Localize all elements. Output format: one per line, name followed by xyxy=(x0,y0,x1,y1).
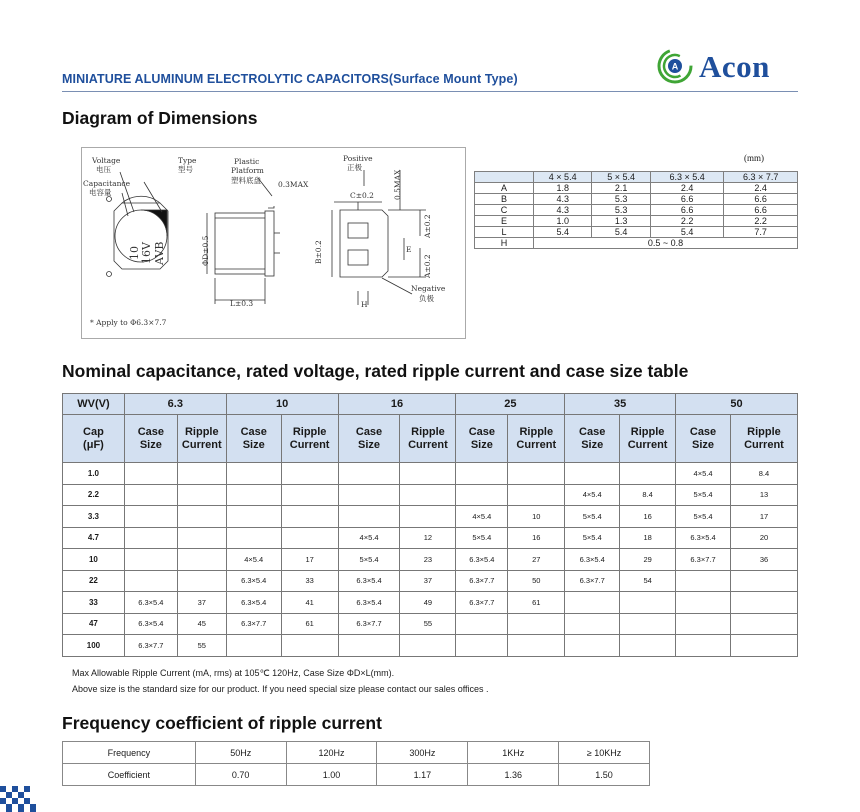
nominal-table xyxy=(62,393,798,657)
ripple-current-header xyxy=(400,415,456,463)
ripple-current-header xyxy=(730,415,797,463)
table-header-row xyxy=(475,172,798,183)
subheader-row xyxy=(63,415,798,463)
ripple-current-cell xyxy=(281,463,338,485)
marking-type: AVB xyxy=(153,241,166,265)
case-size-header xyxy=(456,415,508,463)
label-negative: Negative xyxy=(411,284,446,293)
ripple-header-line1: Ripple xyxy=(184,425,219,438)
size-header: 4 × 5.4 xyxy=(534,172,592,183)
case-size-cell: 5×5.4 xyxy=(565,506,620,528)
label-platform-cn: 塑料底盘 xyxy=(231,176,261,185)
case-size-cell xyxy=(456,613,508,635)
table-row xyxy=(475,205,798,216)
case-size-cell: 4×5.4 xyxy=(565,484,620,506)
table-cell: 1.3 xyxy=(592,216,650,227)
ripple-header-line2: Current xyxy=(181,438,222,451)
ripple-header-line1: Ripple xyxy=(292,425,327,438)
case-header-line2: Size xyxy=(242,438,265,451)
table-row xyxy=(63,527,798,549)
table-cell: 4.3 xyxy=(534,194,592,205)
case-size-cell xyxy=(565,613,620,635)
frequency-cell: 1KHz xyxy=(468,742,559,764)
size-header: 6.3 × 5.4 xyxy=(650,172,724,183)
coefficient-cell: 1.36 xyxy=(468,764,559,786)
ripple-current-cell xyxy=(508,484,565,506)
ripple-current-cell: 16 xyxy=(620,506,676,528)
label-c-tolerance: C±0.2 xyxy=(350,191,374,200)
table-cell: 5.3 xyxy=(592,194,650,205)
cap-header xyxy=(63,415,125,463)
voltage-header: 25 xyxy=(456,394,565,415)
table-row xyxy=(63,570,798,592)
label-plastic: Plastic xyxy=(234,157,260,166)
ripple-current-cell xyxy=(177,570,226,592)
label-voltage-cn: 电压 xyxy=(96,165,111,174)
ripple-current-cell xyxy=(177,527,226,549)
case-size-cell xyxy=(565,463,620,485)
ripple-current-cell xyxy=(620,635,676,657)
marking-voltage: 16V xyxy=(140,242,153,264)
label-platform: Platform xyxy=(231,166,264,175)
frequency-label: Frequency xyxy=(63,742,196,764)
ripple-current-cell xyxy=(508,463,565,485)
case-size-cell: 5×5.4 xyxy=(676,484,731,506)
ripple-current-cell xyxy=(508,613,565,635)
ripple-current-cell: 8.4 xyxy=(620,484,676,506)
ripple-current-cell xyxy=(620,463,676,485)
case-header-line2: Size xyxy=(581,438,604,451)
ripple-header-line2: Current xyxy=(516,438,557,451)
case-size-cell: 4×5.4 xyxy=(676,463,731,485)
cap-value: 1.0 xyxy=(63,463,125,485)
case-size-cell: 5×5.4 xyxy=(676,506,731,528)
case-size-cell: 6.3×5.4 xyxy=(226,570,281,592)
case-size-cell xyxy=(124,570,177,592)
label-capacitance-cn: 电容量 xyxy=(89,188,112,197)
ripple-current-cell xyxy=(400,484,456,506)
table-row xyxy=(63,613,798,635)
case-header-line2: Size xyxy=(358,438,381,451)
ripple-header-line2: Current xyxy=(744,438,784,451)
case-size-cell xyxy=(338,635,400,657)
voltage-header: 6.3 xyxy=(124,394,226,415)
frequency-cell: 300Hz xyxy=(377,742,468,764)
ripple-current-cell: 41 xyxy=(281,592,338,614)
table-cell: 7.7 xyxy=(724,227,798,238)
table-row xyxy=(63,463,798,485)
ripple-current-cell: 16 xyxy=(508,527,565,549)
dimension-diagram xyxy=(81,147,466,339)
ripple-current-header xyxy=(508,415,565,463)
cap-header-line2: (μF) xyxy=(83,438,104,451)
row-label: L xyxy=(475,227,534,238)
ripple-current-header xyxy=(177,415,226,463)
case-size-cell xyxy=(676,570,731,592)
case-size-cell xyxy=(124,484,177,506)
cap-header-line1: Cap xyxy=(83,425,104,438)
frequency-cell: 120Hz xyxy=(286,742,377,764)
case-size-cell xyxy=(226,484,281,506)
brand-name: Acon xyxy=(699,49,770,84)
table-cell: 1.8 xyxy=(534,183,592,194)
ripple-header-line2: Current xyxy=(408,438,448,451)
case-size-cell: 6.3×5.4 xyxy=(565,549,620,571)
ripple-current-cell: 17 xyxy=(730,506,797,528)
case-size-header xyxy=(565,415,620,463)
ripple-current-cell xyxy=(730,592,797,614)
ripple-current-cell xyxy=(281,484,338,506)
nominal-table-body xyxy=(63,463,798,657)
case-header-line2: Size xyxy=(139,438,162,451)
coefficient-row xyxy=(63,764,650,786)
case-size-cell xyxy=(565,592,620,614)
case-size-cell xyxy=(456,463,508,485)
cap-value: 10 xyxy=(63,549,125,571)
ripple-current-cell xyxy=(730,570,797,592)
dimensions-title: Diagram of Dimensions xyxy=(62,108,258,128)
case-size-cell xyxy=(456,635,508,657)
ripple-header-line1: Ripple xyxy=(411,425,445,438)
case-size-cell: 6.3×7.7 xyxy=(676,549,731,571)
table-cell: 5.4 xyxy=(650,227,724,238)
case-size-cell: 6.3×5.4 xyxy=(676,527,731,549)
case-size-cell xyxy=(338,463,400,485)
case-size-cell xyxy=(338,484,400,506)
ripple-current-cell: 10 xyxy=(508,506,565,528)
table-cell: 2.2 xyxy=(724,216,798,227)
ripple-current-cell: 54 xyxy=(620,570,676,592)
row-label: H xyxy=(475,238,534,249)
ripple-current-cell xyxy=(730,613,797,635)
table-row xyxy=(475,238,798,249)
label-type: Type xyxy=(178,156,197,165)
ripple-current-cell: 33 xyxy=(281,570,338,592)
ripple-note: Max Allowable Ripple Current (mA, rms) at 105℃ 120Hz, Case Size ΦD×L(mm). xyxy=(72,668,395,678)
coefficient-cell: 1.50 xyxy=(559,764,650,786)
ripple-current-cell xyxy=(281,527,338,549)
table-cell: 2.2 xyxy=(650,216,724,227)
ripple-current-cell xyxy=(177,549,226,571)
table-cell: 6.6 xyxy=(724,205,798,216)
coefficient-cell: 1.17 xyxy=(377,764,468,786)
dimensions-table xyxy=(474,171,798,249)
frequency-cell: ≥ 10KHz xyxy=(559,742,650,764)
cap-value: 4.7 xyxy=(63,527,125,549)
case-size-cell xyxy=(456,484,508,506)
ripple-current-cell xyxy=(508,635,565,657)
nominal-title: Nominal capacitance, rated voltage, rated ripple current and case size table xyxy=(62,361,689,381)
header-divider xyxy=(62,91,798,92)
ripple-current-cell: 55 xyxy=(400,613,456,635)
table-row xyxy=(475,227,798,238)
table-cell: 2.1 xyxy=(592,183,650,194)
case-size-cell xyxy=(226,463,281,485)
cap-value: 2.2 xyxy=(63,484,125,506)
voltage-header-row xyxy=(63,394,798,415)
marking-capacitance: 10 xyxy=(128,246,141,260)
label-a-tolerance-top: A±0.2 xyxy=(423,214,432,238)
svg-text:A: A xyxy=(671,61,679,72)
table-cell: 2.4 xyxy=(724,183,798,194)
ripple-current-cell: 8.4 xyxy=(730,463,797,485)
cap-value: 33 xyxy=(63,592,125,614)
voltage-header: 16 xyxy=(338,394,456,415)
case-header-line2: Size xyxy=(692,438,715,451)
table-row xyxy=(63,635,798,657)
table-row xyxy=(63,592,798,614)
label-positive: Positive xyxy=(343,154,373,163)
case-size-cell: 6.3×7.7 xyxy=(124,635,177,657)
case-size-cell xyxy=(676,635,731,657)
frequency-cell: 50Hz xyxy=(195,742,286,764)
cap-value: 22 xyxy=(63,570,125,592)
ripple-current-cell: 27 xyxy=(508,549,565,571)
ripple-current-cell: 12 xyxy=(400,527,456,549)
case-size-cell xyxy=(565,635,620,657)
case-size-cell: 6.3×5.4 xyxy=(338,570,400,592)
coefficient-cell: 0.70 xyxy=(195,764,286,786)
cap-value: 3.3 xyxy=(63,506,125,528)
case-size-header xyxy=(124,415,177,463)
ripple-current-cell: 18 xyxy=(620,527,676,549)
case-size-header xyxy=(676,415,731,463)
coefficient-cell: 1.00 xyxy=(286,764,377,786)
ripple-current-cell: 61 xyxy=(281,613,338,635)
apply-note: * Apply to Φ6.3×7.7 xyxy=(90,318,167,327)
case-size-cell: 6.3×7.7 xyxy=(226,613,281,635)
case-header-line1: Case xyxy=(137,425,164,438)
ripple-current-header xyxy=(281,415,338,463)
case-size-cell: 6.3×5.4 xyxy=(338,592,400,614)
table-row xyxy=(63,549,798,571)
case-size-cell: 5×5.4 xyxy=(456,527,508,549)
ripple-current-cell xyxy=(177,463,226,485)
label-negative-cn: 负极 xyxy=(419,294,434,303)
wv-label: WV(V) xyxy=(63,394,125,415)
acon-logo xyxy=(655,45,795,87)
ripple-current-cell xyxy=(620,613,676,635)
ripple-current-cell: 20 xyxy=(730,527,797,549)
table-cell: 5.4 xyxy=(534,227,592,238)
ripple-header-line1: Ripple xyxy=(630,425,665,438)
ripple-current-cell xyxy=(281,506,338,528)
case-size-cell: 4×5.4 xyxy=(338,527,400,549)
case-size-cell: 6.3×5.4 xyxy=(456,549,508,571)
case-size-cell xyxy=(226,635,281,657)
label-capacitance: Capacitance xyxy=(83,179,131,188)
size-header: 5 × 5.4 xyxy=(592,172,650,183)
case-size-cell xyxy=(124,527,177,549)
label-e: E xyxy=(406,245,412,254)
row-label: A xyxy=(475,183,534,194)
table-row xyxy=(475,194,798,205)
case-header-line1: Case xyxy=(240,425,267,438)
acon-swirl-logo-icon xyxy=(655,45,697,87)
case-size-cell: 6.3×5.4 xyxy=(226,592,281,614)
row-label: E xyxy=(475,216,534,227)
ripple-current-cell: 45 xyxy=(177,613,226,635)
table-row xyxy=(63,484,798,506)
case-size-cell: 5×5.4 xyxy=(338,549,400,571)
label-l-tolerance: L±0.3 xyxy=(230,299,254,308)
table-cell: 5.4 xyxy=(592,227,650,238)
ripple-current-cell xyxy=(400,463,456,485)
ripple-header-line1: Ripple xyxy=(519,425,554,438)
case-size-cell xyxy=(338,506,400,528)
cap-value: 100 xyxy=(63,635,125,657)
size-note: Above size is the standard size for our product. If you need special size please contact our sales offices . xyxy=(72,684,489,694)
ripple-current-cell xyxy=(400,506,456,528)
case-size-cell xyxy=(124,463,177,485)
ripple-current-cell xyxy=(177,484,226,506)
voltage-header: 10 xyxy=(226,394,338,415)
ripple-current-cell: 17 xyxy=(281,549,338,571)
table-cell: 0.5 ~ 0.8 xyxy=(534,238,798,249)
ripple-current-cell: 23 xyxy=(400,549,456,571)
case-size-cell: 6.3×7.7 xyxy=(456,570,508,592)
ripple-current-cell xyxy=(730,635,797,657)
case-size-header xyxy=(226,415,281,463)
label-voltage: Voltage xyxy=(92,156,121,165)
label-type-cn: 型号 xyxy=(178,165,193,174)
case-header-line1: Case xyxy=(355,425,383,438)
frequency-table xyxy=(62,741,650,786)
label-a-tolerance-bottom: A±0.2 xyxy=(423,254,432,278)
label-phi-d: ΦD±0.5 xyxy=(201,235,210,266)
case-header-line2: Size xyxy=(470,438,493,451)
row-label: C xyxy=(475,205,534,216)
table-row xyxy=(475,183,798,194)
series-title: MINIATURE ALUMINUM ELECTROLYTIC CAPACITORS(Surface Mount Type) xyxy=(62,72,518,86)
label-max-03: 0.3MAX xyxy=(278,180,309,189)
case-size-cell xyxy=(226,527,281,549)
ripple-current-cell: 37 xyxy=(400,570,456,592)
ripple-current-cell xyxy=(281,635,338,657)
case-size-cell: 6.3×7.7 xyxy=(338,613,400,635)
cap-value: 47 xyxy=(63,613,125,635)
voltage-header: 50 xyxy=(676,394,798,415)
case-header-line1: Case xyxy=(468,425,495,438)
case-header-line1: Case xyxy=(689,425,717,438)
case-size-cell: 4×5.4 xyxy=(456,506,508,528)
case-size-header xyxy=(338,415,400,463)
case-size-cell: 5×5.4 xyxy=(565,527,620,549)
ripple-header-line1: Ripple xyxy=(747,425,781,438)
table-cell: 6.6 xyxy=(650,194,724,205)
ripple-current-cell: 37 xyxy=(177,592,226,614)
case-size-cell: 6.3×5.4 xyxy=(124,592,177,614)
ripple-current-cell: 36 xyxy=(730,549,797,571)
ripple-current-cell: 61 xyxy=(508,592,565,614)
voltage-header: 35 xyxy=(565,394,676,415)
case-size-cell: 6.3×5.4 xyxy=(124,613,177,635)
label-h: H xyxy=(361,300,368,309)
corner-pattern-icon xyxy=(0,782,40,812)
coefficient-label: Coefficient xyxy=(63,764,196,786)
frequency-row xyxy=(63,742,650,764)
table-corner-cell xyxy=(475,172,534,183)
table-cell: 1.0 xyxy=(534,216,592,227)
case-size-cell xyxy=(676,613,731,635)
table-cell: 6.6 xyxy=(650,205,724,216)
size-header: 6.3 × 7.7 xyxy=(724,172,798,183)
ripple-header-line2: Current xyxy=(289,438,330,451)
ripple-current-cell xyxy=(177,506,226,528)
case-size-cell xyxy=(676,592,731,614)
table-cell: 6.6 xyxy=(724,194,798,205)
case-size-cell xyxy=(124,549,177,571)
case-size-cell xyxy=(226,506,281,528)
row-label: B xyxy=(475,194,534,205)
case-size-cell: 4×5.4 xyxy=(226,549,281,571)
ripple-current-cell: 50 xyxy=(508,570,565,592)
table-row xyxy=(475,216,798,227)
ripple-current-header xyxy=(620,415,676,463)
table-cell: 4.3 xyxy=(534,205,592,216)
label-positive-cn: 正极 xyxy=(347,163,362,172)
case-size-cell: 6.3×7.7 xyxy=(565,570,620,592)
table-cell: 2.4 xyxy=(650,183,724,194)
table-cell: 5.3 xyxy=(592,205,650,216)
table-row xyxy=(63,506,798,528)
label-b-tolerance: B±0.2 xyxy=(314,240,323,264)
ripple-current-cell: 49 xyxy=(400,592,456,614)
ripple-current-cell: 13 xyxy=(730,484,797,506)
ripple-current-cell xyxy=(620,592,676,614)
unit-label: (mm) xyxy=(744,153,764,163)
ripple-current-cell xyxy=(400,635,456,657)
ripple-current-cell: 55 xyxy=(177,635,226,657)
label-max-05: 0.5MAX xyxy=(393,169,402,200)
case-size-cell: 6.3×7.7 xyxy=(456,592,508,614)
frequency-title: Frequency coefficient of ripple current xyxy=(62,713,382,733)
ripple-current-cell: 29 xyxy=(620,549,676,571)
case-size-cell xyxy=(124,506,177,528)
ripple-header-line2: Current xyxy=(627,438,668,451)
case-header-line1: Case xyxy=(579,425,606,438)
